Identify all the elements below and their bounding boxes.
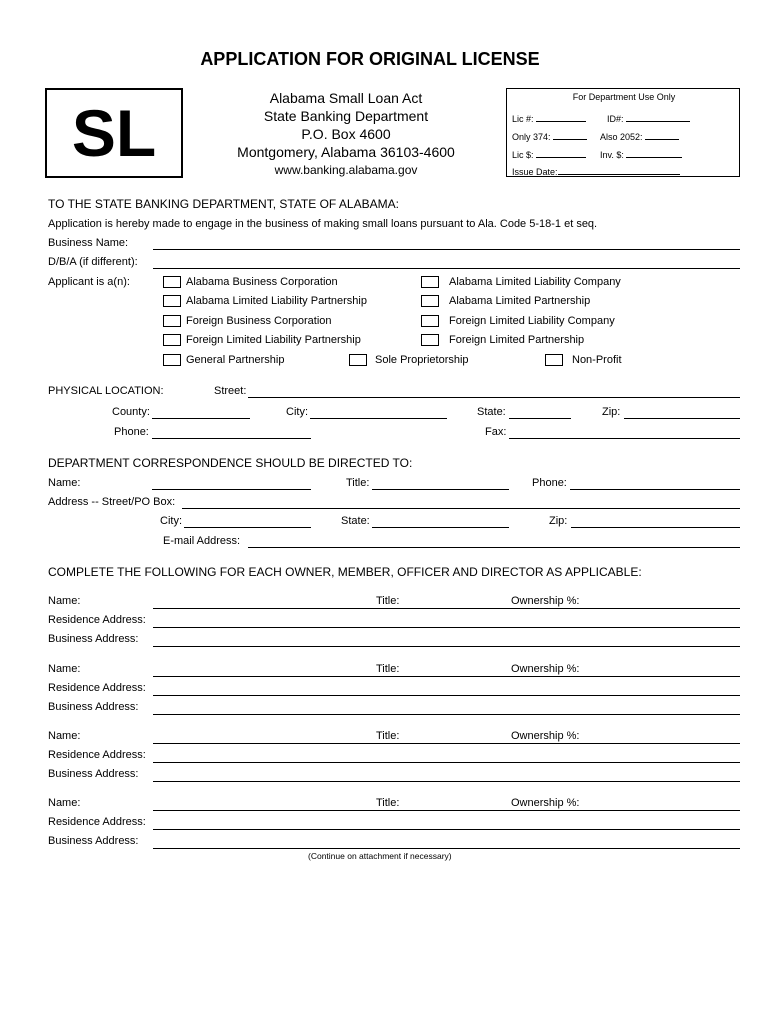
- option-alabama-lp: Alabama Limited Partnership: [449, 295, 591, 307]
- header-po-box: P.O. Box 4600: [301, 126, 391, 142]
- owner-3-residence-input[interactable]: [153, 762, 740, 763]
- street-label: Street:: [214, 385, 247, 397]
- checkbox-alabama-lp[interactable]: [421, 295, 439, 307]
- checkbox-foreign-llp[interactable]: [163, 334, 181, 346]
- owner-1-name-label: Name:: [48, 595, 81, 607]
- owner-1-business-label: Business Address:: [48, 633, 139, 645]
- corr-phone-label: Phone:: [532, 477, 567, 489]
- owner-2-title-label: Title:: [376, 663, 400, 675]
- owner-2-name-label: Name:: [48, 663, 81, 675]
- owner-3-business-input[interactable]: [153, 781, 740, 782]
- owner-2-ownership-label: Ownership %:: [511, 663, 580, 675]
- state-input[interactable]: [509, 418, 571, 419]
- county-input[interactable]: [152, 418, 250, 419]
- checkbox-alabama-business-corporation[interactable]: [163, 276, 181, 288]
- inv-dollar-field[interactable]: Inv. $:: [600, 148, 682, 161]
- street-input[interactable]: [248, 397, 740, 398]
- corr-zip-input[interactable]: [571, 527, 740, 528]
- header-city-state: Montgomery, Alabama 36103-4600: [237, 144, 455, 160]
- owner-3-title-label: Title:: [376, 730, 400, 742]
- id-number-field[interactable]: ID#:: [607, 112, 690, 125]
- owner-4-residence-label: Residence Address:: [48, 816, 146, 828]
- checkbox-alabama-llp[interactable]: [163, 295, 181, 307]
- continue-attachment-note: (Continue on attachment if necessary): [308, 851, 452, 861]
- corr-state-input[interactable]: [372, 527, 509, 528]
- header-department: State Banking Department: [263, 108, 429, 124]
- state-label: State:: [477, 406, 506, 418]
- addressee-heading: TO THE STATE BANKING DEPARTMENT, STATE OF ALABAMA:: [48, 197, 399, 211]
- owner-2-residence-label: Residence Address:: [48, 682, 146, 694]
- corr-email-label: E-mail Address:: [163, 535, 241, 547]
- option-non-profit: Non-Profit: [572, 354, 622, 366]
- corr-city-input[interactable]: [184, 527, 311, 528]
- owner-2-business-label: Business Address:: [48, 701, 139, 713]
- checkbox-foreign-business-corporation[interactable]: [163, 315, 181, 327]
- owner-1-title-label: Title:: [376, 595, 400, 607]
- owner-1-ownership-label: Ownership %:: [511, 595, 580, 607]
- business-name-label: Business Name:: [48, 237, 129, 249]
- checkbox-alabama-llc[interactable]: [421, 276, 439, 288]
- corr-city-label: City:: [160, 515, 182, 527]
- corr-address-input[interactable]: [182, 508, 740, 509]
- corr-email-input[interactable]: [248, 547, 740, 548]
- fax-label: Fax:: [485, 426, 507, 438]
- fax-input[interactable]: [509, 438, 740, 439]
- correspondence-heading: DEPARTMENT CORRESPONDENCE SHOULD BE DIRECTED TO:: [48, 456, 413, 470]
- header-act-name: Alabama Small Loan Act: [269, 90, 423, 106]
- owner-4-business-label: Business Address:: [48, 835, 139, 847]
- owner-4-name-input[interactable]: [153, 810, 740, 811]
- only-374-field[interactable]: Only 374:: [512, 130, 587, 143]
- option-alabama-llc: Alabama Limited Liability Company: [449, 276, 621, 288]
- dba-label: D/B/A (if different):: [48, 256, 138, 268]
- corr-name-input[interactable]: [152, 489, 311, 490]
- corr-title-label: Title:: [346, 477, 370, 489]
- county-label: County:: [112, 406, 150, 418]
- applicant-type-label: Applicant is a(n):: [48, 276, 130, 288]
- city-label: City:: [286, 406, 308, 418]
- corr-name-label: Name:: [48, 477, 81, 489]
- option-foreign-lp: Foreign Limited Partnership: [449, 334, 585, 346]
- owner-3-residence-label: Residence Address:: [48, 749, 146, 761]
- license-type-logo: SL: [45, 88, 183, 178]
- option-foreign-business-corporation: Foreign Business Corporation: [186, 315, 332, 327]
- owner-1-residence-label: Residence Address:: [48, 614, 146, 626]
- owner-2-residence-input[interactable]: [153, 695, 740, 696]
- business-name-input[interactable]: [153, 249, 740, 250]
- owner-1-business-input[interactable]: [153, 646, 740, 647]
- corr-address-label: Address -- Street/PO Box:: [48, 496, 176, 508]
- corr-zip-label: Zip:: [549, 515, 568, 527]
- application-intro: Application is hereby made to engage in the business of making small loans pursuant to Ala. Code 5-18-1 et seq.: [48, 218, 598, 230]
- owners-heading: COMPLETE THE FOLLOWING FOR EACH OWNER, MEMBER, OFFICER AND DIRECTOR AS APPLICABLE:: [48, 565, 642, 579]
- lic-dollar-field[interactable]: Lic $:: [512, 148, 586, 161]
- owner-4-title-label: Title:: [376, 797, 400, 809]
- department-use-box: [506, 88, 740, 177]
- physical-location-heading: PHYSICAL LOCATION:: [48, 385, 164, 397]
- lic-number-field[interactable]: Lic #:: [512, 112, 586, 125]
- option-alabama-llp: Alabama Limited Liability Partnership: [186, 295, 367, 307]
- owner-4-residence-input[interactable]: [153, 829, 740, 830]
- option-foreign-llp: Foreign Limited Liability Partnership: [186, 334, 361, 346]
- checkbox-general-partnership[interactable]: [163, 354, 181, 366]
- option-foreign-llc: Foreign Limited Liability Company: [449, 315, 615, 327]
- zip-label: Zip:: [602, 406, 621, 418]
- corr-title-input[interactable]: [372, 489, 509, 490]
- option-general-partnership: General Partnership: [186, 354, 285, 366]
- owner-4-ownership-label: Ownership %:: [511, 797, 580, 809]
- option-alabama-business-corporation: Alabama Business Corporation: [186, 276, 338, 288]
- checkbox-non-profit[interactable]: [545, 354, 563, 366]
- owner-4-business-input[interactable]: [153, 848, 740, 849]
- phone-input[interactable]: [152, 438, 311, 439]
- also-2052-field[interactable]: Also 2052:: [600, 130, 679, 143]
- zip-input[interactable]: [624, 418, 740, 419]
- owner-3-name-label: Name:: [48, 730, 81, 742]
- header-website: www.banking.alabama.gov: [274, 163, 418, 177]
- option-sole-proprietorship: Sole Proprietorship: [375, 354, 469, 366]
- owner-2-name-input[interactable]: [153, 676, 740, 677]
- dba-input[interactable]: [153, 268, 740, 269]
- city-input[interactable]: [310, 418, 447, 419]
- phone-label: Phone:: [114, 426, 149, 438]
- owner-3-name-input[interactable]: [153, 743, 740, 744]
- corr-state-label: State:: [341, 515, 370, 527]
- checkbox-foreign-llc[interactable]: [421, 315, 439, 327]
- corr-phone-input[interactable]: [570, 489, 740, 490]
- owner-1-name-input[interactable]: [153, 608, 740, 609]
- issue-date-field[interactable]: Issue Date:: [512, 165, 680, 178]
- owner-3-ownership-label: Ownership %:: [511, 730, 580, 742]
- owner-1-residence-input[interactable]: [153, 627, 740, 628]
- page-title: APPLICATION FOR ORIGINAL LICENSE: [200, 49, 540, 69]
- owner-4-name-label: Name:: [48, 797, 81, 809]
- checkbox-sole-proprietorship[interactable]: [349, 354, 367, 366]
- owner-3-business-label: Business Address:: [48, 768, 139, 780]
- owner-2-business-input[interactable]: [153, 714, 740, 715]
- checkbox-foreign-lp[interactable]: [421, 334, 439, 346]
- department-use-title: For Department Use Only: [572, 92, 676, 102]
